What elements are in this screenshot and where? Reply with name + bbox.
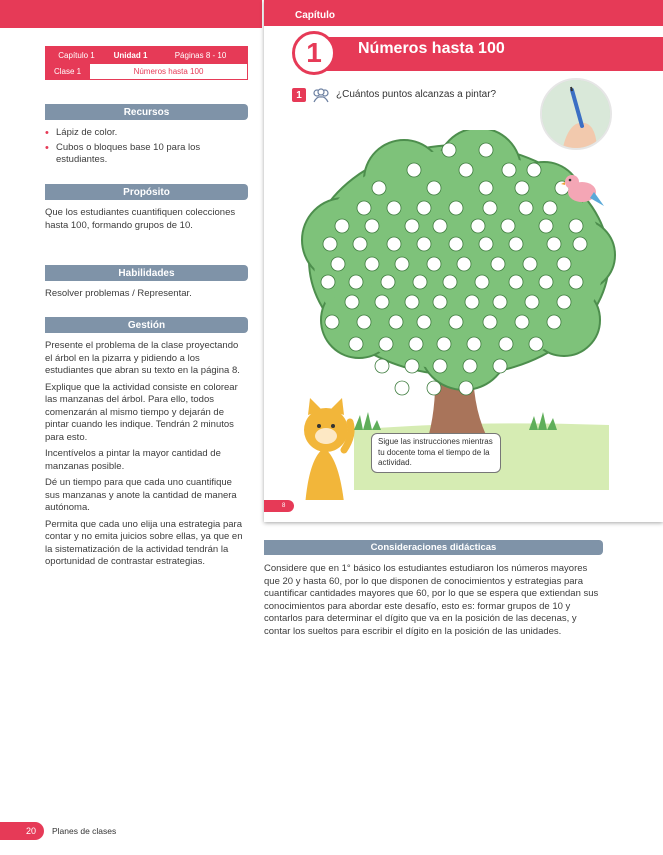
apple-dot[interactable]: [467, 337, 481, 351]
apple-dot[interactable]: [335, 219, 349, 233]
apple-dot[interactable]: [502, 163, 516, 177]
apple-dot[interactable]: [417, 315, 431, 329]
list-item: • Cubos o bloques base 10 para los estudiantes.: [45, 142, 248, 167]
apple-dot[interactable]: [515, 181, 529, 195]
apple-dot[interactable]: [395, 381, 409, 395]
apple-dot[interactable]: [449, 237, 463, 251]
activity-question: ¿Cuántos puntos alcanzas a pintar?: [336, 89, 497, 100]
grass-tuft: [529, 412, 557, 430]
apple-dot[interactable]: [475, 275, 489, 289]
apple-dot[interactable]: [479, 181, 493, 195]
apple-dot[interactable]: [409, 337, 423, 351]
apple-dot[interactable]: [525, 295, 539, 309]
pages-cell: Páginas 8 - 10: [154, 47, 247, 63]
apple-dot[interactable]: [509, 237, 523, 251]
apple-dot[interactable]: [459, 163, 473, 177]
apple-dot[interactable]: [387, 237, 401, 251]
apple-dot[interactable]: [449, 315, 463, 329]
apple-dot[interactable]: [387, 201, 401, 215]
apple-dot[interactable]: [509, 275, 523, 289]
apple-dot[interactable]: [493, 359, 507, 373]
apple-dot[interactable]: [557, 257, 571, 271]
apple-dot[interactable]: [471, 219, 485, 233]
apple-dot[interactable]: [569, 275, 583, 289]
apple-dot[interactable]: [357, 315, 371, 329]
apple-dot[interactable]: [479, 143, 493, 157]
apple-dot[interactable]: [353, 237, 367, 251]
apple-dot[interactable]: [405, 295, 419, 309]
apple-dot[interactable]: [321, 275, 335, 289]
apple-dot[interactable]: [417, 201, 431, 215]
management-paragraph: Dé un tiempo para que cada uno cuantifique sus manzanas y anote la cantidad de manera autónoma.: [45, 477, 237, 513]
speech-bubble: Sigue las instrucciones mientras tu docente toma el tiempo de la actividad.: [371, 433, 501, 473]
apple-dot[interactable]: [573, 237, 587, 251]
grass-tuft: [354, 412, 381, 430]
people-group-icon: [312, 86, 330, 104]
apple-dot[interactable]: [443, 275, 457, 289]
apple-dot[interactable]: [547, 315, 561, 329]
apple-dot[interactable]: [437, 337, 451, 351]
footer-page-number: 20: [0, 822, 44, 840]
apple-dot[interactable]: [407, 163, 421, 177]
apple-dot[interactable]: [569, 219, 583, 233]
apple-dot[interactable]: [372, 181, 386, 195]
student-page-preview: [264, 0, 663, 522]
apple-dot[interactable]: [557, 295, 571, 309]
considerations-text: Considere que en 1° básico los estudiantes estudiaron los números mayores que 20 y hasta 60, por lo que disponen de conocimientos y estrategias para cuantificar cantidades mayores que 60, por lo que se espera que extiendan sus conocimientos para abordar este desafío, esto es: formar grupos de 10 y contarlos para determinar el dígito que va en la posición de las decenas, y contar los sueltos para escribir el dígito en la posición de las unidades.: [264, 563, 599, 637]
skills-header: Habilidades: [45, 265, 248, 281]
apple-dot[interactable]: [515, 315, 529, 329]
apple-dot[interactable]: [463, 359, 477, 373]
apple-dot[interactable]: [395, 257, 409, 271]
skills-text: Resolver problemas / Representar.: [45, 288, 192, 299]
apple-dot[interactable]: [449, 201, 463, 215]
apple-dot[interactable]: [405, 219, 419, 233]
apple-dot[interactable]: [433, 295, 447, 309]
apple-dot[interactable]: [345, 295, 359, 309]
unit-cell: Unidad 1: [108, 47, 154, 63]
apple-dot[interactable]: [479, 237, 493, 251]
apple-dot[interactable]: [493, 295, 507, 309]
apple-dot[interactable]: [483, 201, 497, 215]
apple-dot[interactable]: [539, 275, 553, 289]
apple-dot[interactable]: [427, 181, 441, 195]
purpose-text: Que los estudiantes cuantifiquen colecciones hasta 100, formando grupos de 10.: [45, 207, 236, 231]
apple-dot[interactable]: [547, 237, 561, 251]
apple-dot[interactable]: [529, 337, 543, 351]
apple-dot[interactable]: [465, 295, 479, 309]
apple-dot[interactable]: [349, 275, 363, 289]
apple-dot[interactable]: [543, 201, 557, 215]
apple-dot[interactable]: [365, 219, 379, 233]
apple-dot[interactable]: [457, 257, 471, 271]
class-info-table: [45, 46, 248, 80]
apple-dot[interactable]: [527, 163, 541, 177]
management-paragraph: Presente el problema de la clase proyectando el árbol en la pizarra y pidiendo a los estudiantes que abran su texto en la página 8.: [45, 340, 240, 376]
management-text: [45, 340, 248, 573]
apple-dot[interactable]: [499, 337, 513, 351]
chapter-cell: Capítulo 1: [46, 47, 108, 63]
class-cell: Clase 1: [46, 64, 90, 79]
management-paragraph: Permita que cada uno elija una estrategia para contar y no emita juicios sobre ellas, ya que en la sistematización de la actividad tendrán la oportunidad de contrastar estrategias.: [45, 518, 243, 567]
apple-dot[interactable]: [539, 219, 553, 233]
apple-dot[interactable]: [357, 201, 371, 215]
apple-dot[interactable]: [349, 337, 363, 351]
apple-dot[interactable]: [405, 359, 419, 373]
apple-dot[interactable]: [389, 315, 403, 329]
chapter-label: Capítulo: [295, 10, 335, 21]
management-paragraph: Explique que la actividad consiste en colorear las manzanas del árbol. Para ello, todos comenzarán al mismo tiempo y dejarán de pintar cuando les indique. Tendrán 2 minutos para esto.: [45, 381, 238, 443]
cat-illustration: [304, 398, 351, 500]
chapter-title: Números hasta 100: [358, 40, 505, 57]
apple-dot[interactable]: [375, 359, 389, 373]
apple-dot[interactable]: [427, 257, 441, 271]
footer-label: Planes de clases: [52, 826, 117, 836]
apple-dot[interactable]: [483, 315, 497, 329]
list-item: • Lápiz de color.: [45, 127, 248, 140]
apple-dot[interactable]: [325, 315, 339, 329]
student-page-number: 8: [264, 500, 294, 512]
activity-number: 1: [292, 88, 306, 102]
apple-dot[interactable]: [501, 219, 515, 233]
chapter-number: 1: [292, 31, 336, 75]
class-title-cell: Números hasta 100: [133, 67, 204, 76]
apple-dot[interactable]: [442, 143, 456, 157]
apple-dot[interactable]: [427, 381, 441, 395]
apple-dot[interactable]: [365, 257, 379, 271]
apple-dot[interactable]: [459, 381, 473, 395]
apple-dot[interactable]: [491, 257, 505, 271]
considerations-header: Consideraciones didácticas: [264, 540, 603, 555]
apple-dot[interactable]: [331, 257, 345, 271]
apple-dot[interactable]: [519, 201, 533, 215]
resources-header: Recursos: [45, 104, 248, 120]
apple-dot[interactable]: [381, 275, 395, 289]
apple-dot[interactable]: [523, 257, 537, 271]
resources-list: [45, 127, 248, 169]
apple-dot[interactable]: [433, 219, 447, 233]
apple-dot[interactable]: [323, 237, 337, 251]
management-paragraph: Incentívelos a pintar la mayor cantidad de manzanas posible.: [45, 448, 221, 472]
apple-dot[interactable]: [417, 237, 431, 251]
apple-dot[interactable]: [433, 359, 447, 373]
apple-dot[interactable]: [379, 337, 393, 351]
management-header: Gestión: [45, 317, 248, 333]
apple-dot[interactable]: [413, 275, 427, 289]
apple-dot[interactable]: [375, 295, 389, 309]
purpose-header: Propósito: [45, 184, 248, 200]
top-accent-bar: [0, 0, 262, 28]
